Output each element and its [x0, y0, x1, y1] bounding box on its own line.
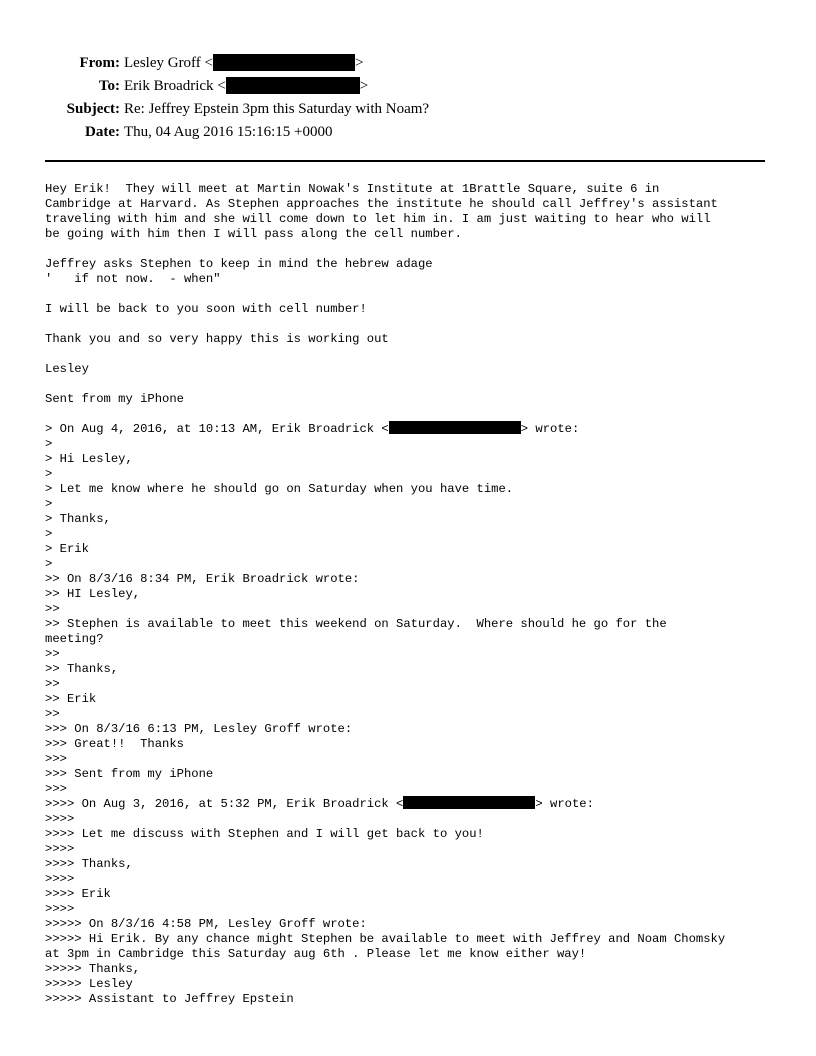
quote-attribution-pre: > On Aug 4, 2016, at 10:13 AM, Erik Broadrick <	[45, 422, 389, 436]
quote-attribution-post: > wrote:	[535, 797, 594, 811]
to-name: Erik Broadrick <	[124, 78, 226, 94]
quote-attribution	[45, 797, 785, 812]
quoted-line: >>>>> Assistant to Jeffrey Epstein	[45, 992, 294, 1006]
quoted-line: >	[45, 527, 53, 541]
body-line: Thank you and so very happy this is working out	[45, 332, 389, 346]
quoted-line: > Hi Lesley,	[45, 452, 133, 466]
quoted-line: >>	[45, 647, 60, 661]
from-row	[0, 52, 816, 75]
quoted-line: >>	[45, 707, 60, 721]
body-line: Hey Erik! They will meet at Martin Nowak's Institute at 1Brattle Square, suite 6 in	[45, 182, 660, 196]
quoted-line: > Erik	[45, 542, 89, 556]
quoted-line: >> Stephen is available to meet this weekend on Saturday. Where should he go for the	[45, 617, 667, 631]
quoted-line: >>	[45, 602, 60, 616]
paragraph-gap	[45, 242, 785, 257]
paragraph-gap	[45, 287, 785, 302]
signature-name: Lesley	[45, 362, 89, 376]
quoted-line: >>>>	[45, 812, 75, 826]
paragraph-gap	[45, 317, 785, 332]
quoted-line: >>>> Thanks,	[45, 857, 133, 871]
quoted-line: >	[45, 557, 53, 571]
quoted-line: >>> Great!! Thanks	[45, 737, 184, 751]
quote-attribution-post: > wrote:	[520, 422, 580, 436]
body-line: I will be back to you soon with cell number!	[45, 302, 367, 316]
redaction-bar	[403, 796, 535, 809]
quoted-line: meeting?	[45, 632, 104, 646]
quoted-block	[45, 812, 785, 1007]
quote-attribution-pre: >>>> On Aug 3, 2016, at 5:32 PM, Erik Broadrick <	[45, 797, 404, 811]
email-header	[0, 52, 816, 144]
to-close: >	[359, 78, 369, 94]
subject-row	[0, 98, 816, 121]
quoted-line: >>>	[45, 782, 67, 796]
to-label: To:	[98, 78, 120, 94]
quoted-line: >>>>	[45, 902, 75, 916]
quoted-line: >>>	[45, 752, 67, 766]
from-label: From:	[79, 55, 120, 71]
body-line: be going with him then I will pass along the cell number.	[45, 227, 462, 241]
quoted-line: >> HI Lesley,	[45, 587, 141, 601]
quoted-block	[45, 437, 785, 797]
quoted-line: >	[45, 497, 53, 511]
to-row	[0, 75, 816, 98]
quoted-line: >	[45, 467, 53, 481]
quoted-line: >>>>> Hi Erik. By any chance might Stephen be available to meet with Jeffrey and Noam Chomsky	[45, 932, 726, 946]
quoted-line: >>>>	[45, 842, 75, 856]
date-row	[0, 121, 816, 144]
body-line: Cambridge at Harvard. As Stephen approaches the institute he should call Jeffrey's assistant	[45, 197, 718, 211]
quoted-line: > Let me know where he should go on Saturday when you have time.	[45, 482, 514, 496]
quote-attribution	[45, 422, 785, 437]
quoted-line: >>	[45, 677, 60, 691]
from-name: Lesley Groff <	[124, 55, 213, 71]
header-divider	[45, 160, 765, 162]
quoted-line: > Thanks,	[45, 512, 111, 526]
quoted-line: >>>>> Lesley	[45, 977, 133, 991]
paragraph-gap	[45, 377, 785, 392]
subject-label: Subject:	[66, 101, 120, 117]
redaction-bar	[226, 77, 360, 94]
body-line: Jeffrey asks Stephen to keep in mind the hebrew adage	[45, 257, 433, 271]
quoted-line: at 3pm in Cambridge this Saturday aug 6th . Please let me know either way!	[45, 947, 587, 961]
quoted-line: >>> On 8/3/16 6:13 PM, Lesley Groff wrote:	[45, 722, 353, 736]
from-close: >	[355, 55, 364, 71]
paragraph-gap	[45, 407, 785, 422]
paragraph-gap	[45, 347, 785, 362]
quoted-line: >> Thanks,	[45, 662, 119, 676]
from-value	[124, 52, 363, 75]
redaction-bar	[213, 54, 355, 71]
subject-value: Re: Jeffrey Epstein 3pm this Saturday with Noam?	[124, 101, 430, 117]
date-value: Thu, 04 Aug 2016 15:16:15 +0000	[124, 124, 333, 140]
redaction-bar	[389, 421, 521, 434]
to-value	[124, 75, 368, 98]
quoted-line: >>>> Let me discuss with Stephen and I will get back to you!	[45, 827, 484, 841]
sent-from: Sent from my iPhone	[45, 392, 184, 406]
quoted-line: >	[45, 437, 53, 451]
quoted-line: >>> Sent from my iPhone	[45, 767, 214, 781]
quoted-line: >>>>> On 8/3/16 4:58 PM, Lesley Groff wrote:	[45, 917, 367, 931]
quoted-line: >>>> Erik	[45, 887, 111, 901]
quoted-line: >>>>	[45, 872, 75, 886]
quoted-line: >>>>> Thanks,	[45, 962, 141, 976]
quoted-line: >> On 8/3/16 8:34 PM, Erik Broadrick wrote:	[45, 572, 360, 586]
quoted-line: >> Erik	[45, 692, 97, 706]
body-line: ' if not now. - when"	[45, 272, 221, 286]
date-label: Date:	[85, 124, 120, 140]
email-body	[45, 182, 785, 1007]
body-line: traveling with him and she will come down to let him in. I am just waiting to hear who will	[45, 212, 711, 226]
